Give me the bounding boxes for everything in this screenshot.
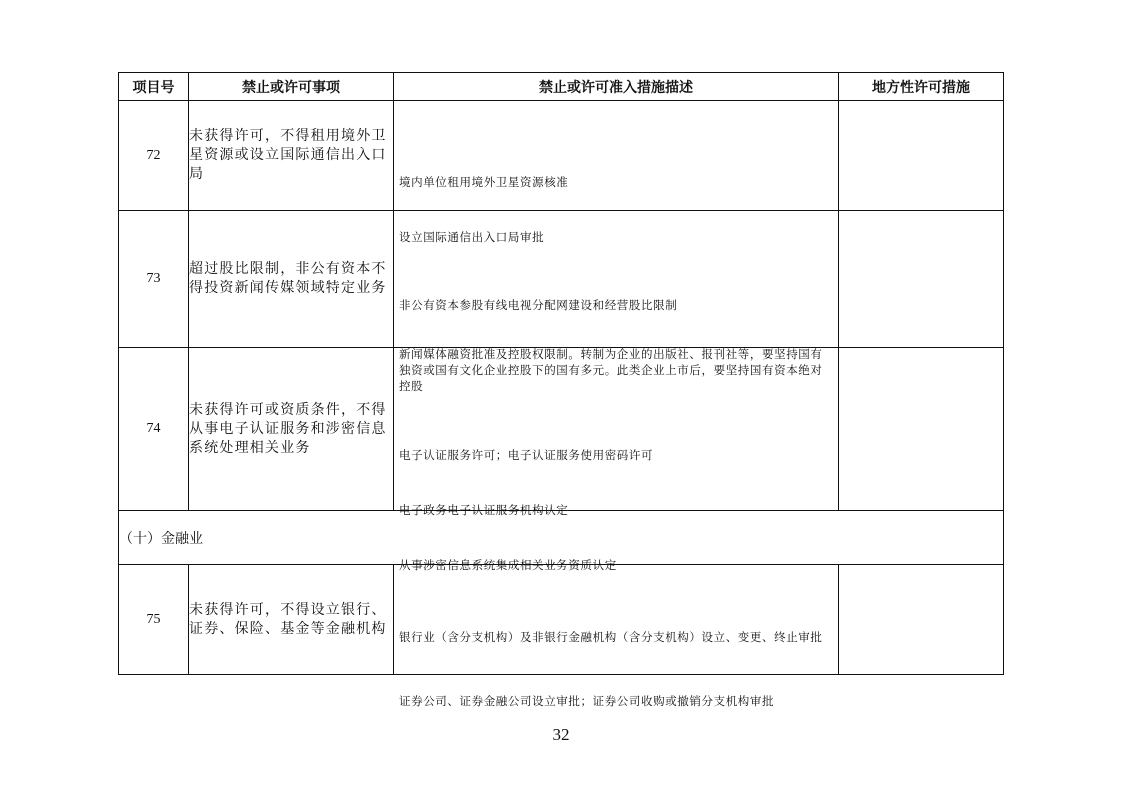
table-header-row [119,73,1004,101]
section-title: （十）金融业 [119,511,1004,565]
header-item: 禁止或许可事项 [189,73,394,101]
row-item: 未获得许可，不得租用境外卫星资源或设立国际通信出入口局 [189,101,394,211]
row-number: 75 [119,565,189,675]
header-local-measures: 地方性许可措施 [839,73,1004,101]
row-item: 未获得许可，不得设立银行、证券、保险、基金等金融机构 [189,565,394,675]
measure-text: 电子政务电子认证服务机构认定 [399,503,569,517]
row-local-measures [839,211,1004,348]
row-number: 72 [119,101,189,211]
table-row [119,565,1004,675]
measure-text: 电子认证服务许可；电子认证服务使用密码许可 [399,448,654,462]
measure-text: 证券公司、证券金融公司设立审批；证券公司收购或撤销分支机构审批 [399,693,775,708]
page-number: 32 [552,725,570,744]
header-measures: 禁止或许可准入措施描述 [394,73,839,101]
measure-text: 境内单位租用境外卫星资源核准 [399,174,569,189]
measure-text: 设立国际通信出入口局审批 [399,229,545,244]
row-measures [394,101,839,244]
row-local-measures [839,101,1004,211]
row-number: 73 [119,211,189,348]
measure-text: 非公有资本参股有线电视分配网建设和经营股比限制 [399,298,678,312]
measure-text: 从事涉密信息系统集成相关业务资质认定 [399,558,617,572]
row-item: 未获得许可或资质条件，不得从事电子认证服务和涉密信息系统处理相关业务 [189,348,394,511]
measure-text: 新闻媒体融资批准及控股权限制。转制为企业的出版社、报刊社等，要坚持国有独资或国有文化企业控股下的国有多元。此类企业上市后，要坚持国有资本绝对控股 [399,347,823,393]
measure-text: 银行业（含分支机构）及非银行金融机构（含分支机构）设立、变更、终止审批 [399,629,823,644]
row-local-measures [839,348,1004,511]
row-number: 74 [119,348,189,511]
row-measures [394,565,839,708]
permit-table [118,72,1004,708]
row-local-measures [839,565,1004,675]
table-row [119,101,1004,211]
row-item: 超过股比限制，非公有资本不得投资新闻传媒领域特定业务 [189,211,394,348]
header-item-number: 项目号 [119,73,189,101]
